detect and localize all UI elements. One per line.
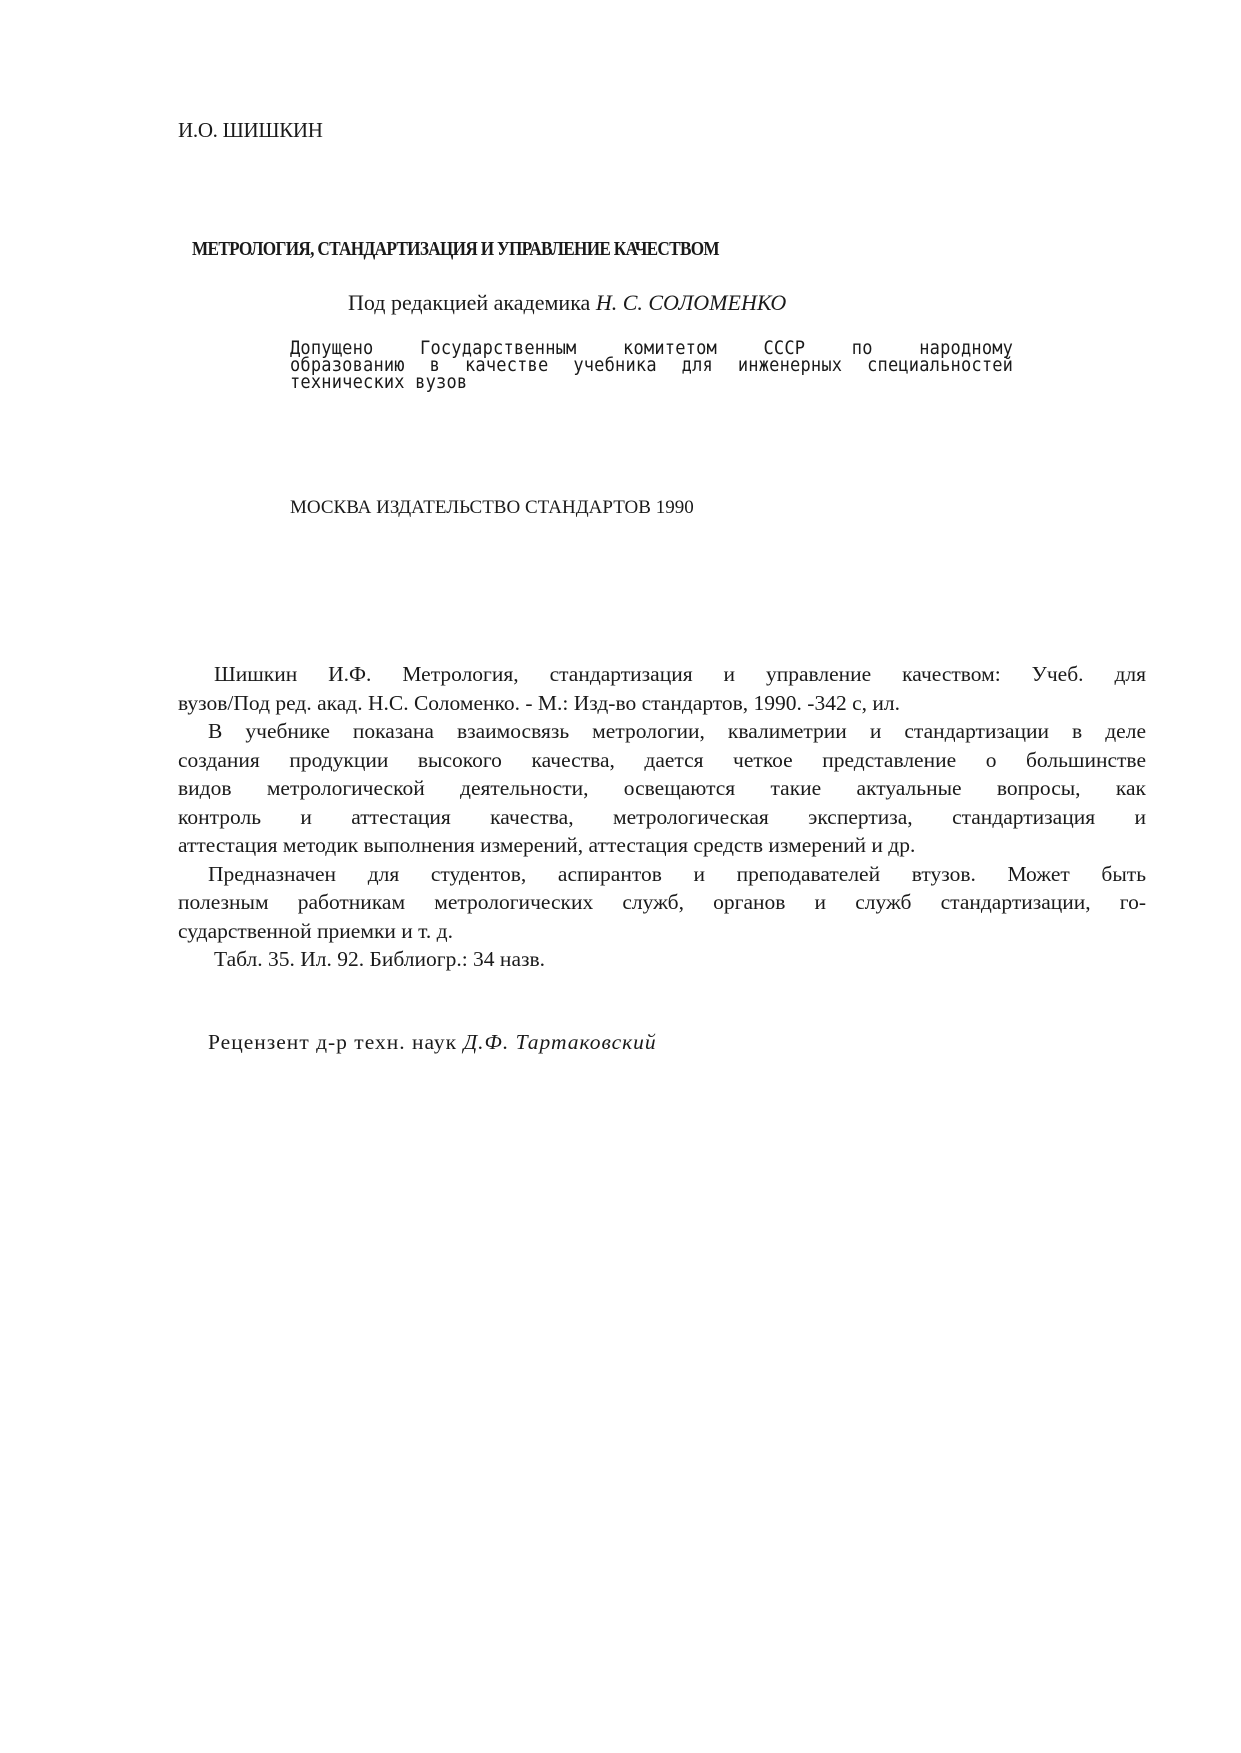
description-line: аттестация методик выполнения измерений, аттестация средств измерений и др.: [178, 833, 916, 857]
audience-line: сударственной приемки и т. д.: [178, 918, 453, 943]
citation-line: вузов/Под ред. акад. Н.С. Соломенко. - М.: Изд-во стандартов, 1990. -342 с, ил.: [178, 690, 900, 715]
approval-line: Допущено Государственным комитетом СССР по народному: [290, 338, 1014, 359]
editor-prefix: Под редакцией академика: [348, 290, 591, 315]
publisher-line: МОСКВА ИЗДАТЕЛЬСТВО СТАНДАРТОВ 1990: [290, 497, 694, 518]
audience-line: Предназначен для студентов, аспирантов и преподавателей втузов. Может быть: [208, 861, 1146, 886]
author-name: И.О. ШИШКИН: [178, 118, 323, 142]
abstract-block: [178, 660, 1146, 974]
audience-line: полезным работникам метрологических служб, органов и служб стандартизации, го-: [178, 890, 1146, 914]
counts-line: Табл. 35. Ил. 92. Библиогр.: 34 назв.: [214, 947, 546, 971]
reviewer-name: Д.Ф. Тартаковский: [463, 1030, 657, 1054]
reviewer-line: [208, 1030, 657, 1055]
approval-note: [290, 340, 1013, 391]
description-line: создания продукции высокого качества, дается четкое представление о большинстве: [178, 747, 1146, 772]
description-line: контроль и аттестация качества, метрологическая экспертиза, стандартизация и: [178, 804, 1146, 829]
editor-line: [348, 290, 786, 316]
book-title: МЕТРОЛОГИЯ, СТАНДАРТИЗАЦИЯ И УПРАВЛЕНИЕ КАЧЕСТВОМ: [192, 238, 719, 260]
reviewer-prefix: Рецензент д-р техн. наук: [208, 1030, 458, 1054]
citation-line: Шишкин И.Ф. Метрология, стандартизация и управление качеством: Учеб. для: [214, 662, 1146, 686]
description-line: видов метрологической деятельности, освещаются такие актуальные вопросы, как: [178, 776, 1146, 800]
approval-line: технических вузов: [290, 372, 468, 393]
description-line: В учебнике показана взаимосвязь метрологии, квалиметрии и стандартизации в деле: [208, 719, 1146, 743]
editor-name: Н. С. СОЛОМЕНКО: [595, 290, 787, 315]
approval-line: образованию в качестве учебника для инженерных специальностей: [290, 355, 1014, 376]
